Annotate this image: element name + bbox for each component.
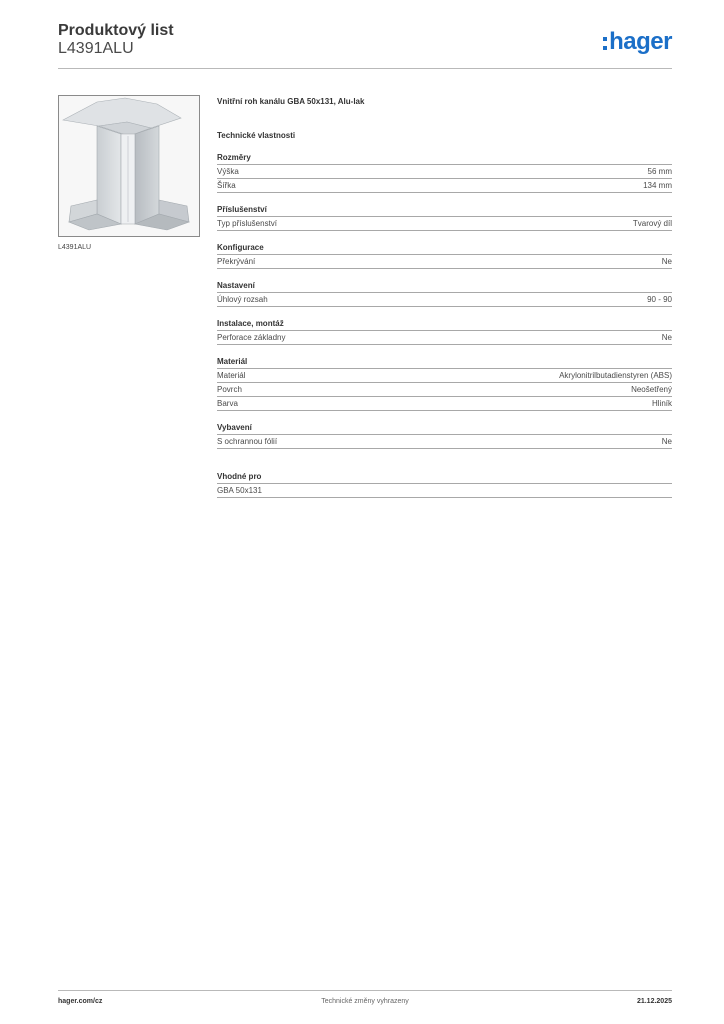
property-row: [217, 383, 672, 397]
property-value: Hliník: [651, 399, 672, 408]
section-title: Materiál: [217, 356, 672, 369]
product-details: [217, 96, 672, 498]
property-row: [217, 179, 672, 193]
footer-website-link[interactable]: hager.com/cz: [58, 998, 103, 1005]
property-value: 134 mm: [643, 181, 672, 190]
section-settings: [217, 280, 672, 307]
section-accessories: [217, 204, 672, 231]
property-label: Šířka: [217, 181, 236, 190]
property-row: [217, 435, 672, 449]
section-title: Vhodné pro: [217, 471, 672, 484]
property-value: Neošetřený: [631, 385, 672, 394]
property-row: [217, 217, 672, 231]
property-row: [217, 369, 672, 383]
property-row: [217, 331, 672, 345]
section-title: Nastavení: [217, 280, 672, 293]
property-value: 90 - 90: [647, 295, 672, 304]
channel-inner-corner-icon: [59, 96, 199, 236]
property-label: Úhlový rozsah: [217, 295, 268, 304]
section-equipment: [217, 422, 672, 449]
property-value: Ne: [661, 333, 672, 342]
footer-notice: Technické změny vyhrazeny: [321, 998, 409, 1005]
property-label: Perforace základny: [217, 333, 286, 342]
property-label: Barva: [217, 399, 238, 408]
section-title: Příslušenství: [217, 204, 672, 217]
property-label: Výška: [217, 167, 239, 176]
brand-logo: [603, 30, 672, 54]
section-title: Rozměry: [217, 152, 672, 165]
property-row: [217, 165, 672, 179]
property-label: Typ příslušenství: [217, 219, 278, 228]
property-value: Ne: [661, 257, 672, 266]
property-value: Ne: [661, 437, 672, 446]
section-configuration: [217, 242, 672, 269]
property-row: [217, 293, 672, 307]
footer-divider: [58, 990, 672, 991]
document-title: Produktový list: [58, 22, 174, 39]
technical-properties-heading: Technické vlastnosti: [217, 131, 296, 140]
section-suitable-for: [217, 471, 672, 498]
property-value: Akrylonitrilbutadienstyren (ABS): [559, 371, 672, 380]
brand-name: hager: [609, 28, 672, 55]
section-dimensions: [217, 152, 672, 193]
section-title: Instalace, montáž: [217, 318, 672, 331]
image-caption: L4391ALU: [58, 244, 92, 251]
section-title: Konfigurace: [217, 242, 672, 255]
property-label: Překrývání: [217, 257, 256, 266]
property-value: 56 mm: [647, 167, 672, 176]
product-image: [58, 95, 200, 237]
footer-date: 21.12.2025: [636, 998, 672, 1005]
suitable-item: [217, 484, 672, 498]
suitable-item-label: GBA 50x131: [217, 486, 262, 495]
product-description: Vnitřní roh kanálu GBA 50x131, Alu-lak: [217, 97, 365, 106]
property-row: [217, 397, 672, 411]
page-footer: [58, 998, 672, 1010]
logo-dots-icon: [603, 37, 607, 50]
property-label: Materiál: [217, 371, 246, 380]
property-row: [217, 255, 672, 269]
property-label: Povrch: [217, 385, 242, 394]
page-header: [58, 22, 672, 68]
property-label: S ochrannou fólií: [217, 437, 278, 446]
product-code: L4391ALU: [58, 40, 134, 57]
header-divider: [58, 68, 672, 69]
section-title: Vybavení: [217, 422, 672, 435]
property-value: Tvarový díl: [632, 219, 672, 228]
section-installation: [217, 318, 672, 345]
section-material: [217, 356, 672, 411]
